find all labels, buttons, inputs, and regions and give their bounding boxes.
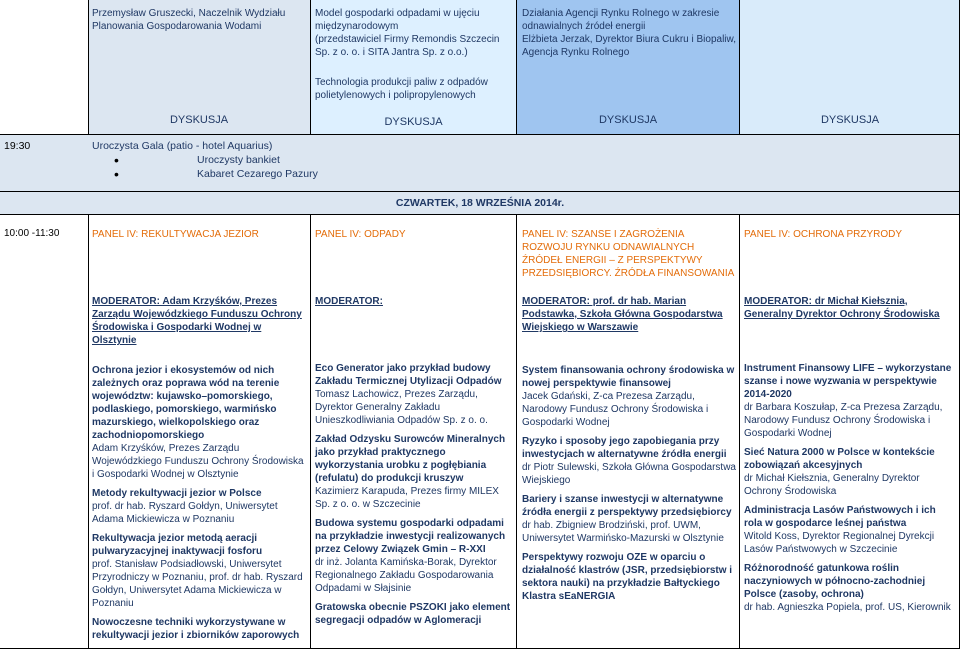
talk-title: Działania Agencji Rynku Rolnego w zakresie odnawialnych źródeł energii	[522, 8, 720, 32]
talk-speaker: Adam Krzyśków, Prezes Zarządu Wojewódzkiego Funduszu Ochrony Środowiska i Gospodarki Wodnej w Olsztynie	[92, 443, 304, 480]
grid-line	[0, 134, 960, 135]
talk-speaker: dr hab. Zbigniew Brodziński, prof. UWM, Uniwersytet Warmińsko-Mazurski w Olsztynie	[522, 520, 724, 544]
talk-speaker: dr hab. Agnieszka Popiela, prof. US, Kierownik	[744, 602, 951, 613]
talk	[744, 446, 956, 498]
talk-speaker: prof. Stanisław Podsiadłowski, Uniwersytet Przyrodniczy w Poznaniu, prof. dr hab. Ryszard Gołdyn, Uniwersytet Adama Mickiewicza w Poznaniu	[92, 559, 303, 609]
day-heading: CZWARTEK, 18 WRZEŚNIA 2014r.	[395, 197, 565, 209]
moderator-1: MODERATOR: Adam Krzyśków, Prezes Zarządu Wojewódzkiego Funduszu Ochrony Środowiska i Gospodarki Wodnej w Olsztynie	[92, 296, 302, 346]
panel-1	[92, 228, 306, 241]
panel-4	[744, 228, 956, 241]
line: międzynarodowym	[315, 21, 399, 32]
talk	[92, 616, 308, 642]
talk-title: Bariery i szanse inwestycji w alternatywne źródła energii z perspektywy przedsiębiorcy	[522, 494, 732, 518]
top-col2b-text: Technologia produkcji paliw z odpadów polietylenowych i polipropylenowych	[315, 77, 488, 101]
talk-speaker: Jacek Gdański, Z-ca Prezesa Zarządu, Narodowy Fundusz Ochrony Środowiska i Gospodarki Wodnej	[522, 391, 709, 428]
talk	[315, 601, 513, 627]
talks-col2	[315, 362, 513, 633]
top-col1-text: Przemysław Gruszecki, Naczelnik Wydziału Planowania Gospodarowania Wodami	[92, 8, 286, 32]
talk-title: Instrument Finansowy LIFE – wykorzystane szanse i nowe wyzwania w perspektywie 2014-2020	[744, 363, 952, 400]
talk	[744, 504, 956, 556]
top-col2-text	[315, 7, 513, 59]
panel-2	[315, 228, 513, 241]
talk	[522, 551, 736, 603]
panel-name: SZANSE I ZAGROŻENIA ROZWOJU RYNKU ODNAWIALNYCH ŹRÓDEŁ ENERGII – Z PERSPEKTYWY PRZEDSIĘBIORCY. ŹRÓDŁA FINANSOWANIA	[522, 229, 735, 279]
talk	[744, 362, 956, 440]
discussion-1: DYSKUSJA	[169, 114, 229, 126]
talk	[315, 517, 513, 595]
grid-line	[0, 648, 960, 649]
panel-name: REKULTYWACJA JEZIOR	[141, 229, 259, 240]
panel-prefix: PANEL IV:	[92, 229, 139, 240]
panel-prefix: PANEL IV:	[744, 229, 791, 240]
talk-speaker: Kazimierz Karapuda, Prezes firmy MILEX Sp. z o. o. w Szczecinie	[315, 486, 499, 510]
talk-speaker: dr Michał Kiełsznia, Generalny Dyrektor Ochrony Środowiska	[744, 473, 920, 497]
moderator-2: MODERATOR:	[315, 296, 383, 307]
talk-title: Różnorodność gatunkowa roślin naczyniowych w północno-zachodniej Polsce (zasoby, ochrona)	[744, 563, 926, 600]
talk-speaker: dr Barbara Koszułap, Z-ca Prezesa Zarządu, Narodowy Fundusz Ochrony Środowiska i Gospodarki Wodnej	[744, 402, 943, 439]
talk	[522, 364, 736, 429]
talk-title: Eco Generator jako przykład budowy Zakładu Termicznej Utylizacji Odpadów	[315, 363, 502, 387]
panel-name: ODPADY	[364, 229, 406, 240]
panel-3	[522, 228, 736, 280]
talk-title: Metody rekultywacji jezior w Polsce	[92, 488, 262, 499]
talk	[522, 435, 736, 487]
talk-speaker: prof. dr hab. Ryszard Gołdyn, Uniwersytet Adama Mickiewicza w Poznaniu	[92, 501, 278, 525]
list-item: • Uroczysty bankiet	[92, 153, 392, 167]
talk-title: Zakład Odzysku Surowców Mineralnych jako przykład praktycznego wykorzystania urobku z pogłębiania (refulatu) do produkcji kruszyw	[315, 434, 506, 484]
talks-col4	[744, 362, 956, 620]
talk-speaker: Tomasz Lachowicz, Prezes Zarządu, Dyrektor Generalny Zakładu Unieszkodliwiania Odpadów Sp. z o. o.	[315, 389, 488, 426]
discussion-4: DYSKUSJA	[820, 114, 880, 126]
session-time: 10:00 -11:30	[4, 228, 60, 239]
talk-title: Ochrona jezior i ekosystemów od nich zależnych oraz poprawa wód na terenie województw: kujawsko–pomorskiego, podlaskiego, pomorskiego, warmińsko mazurskiego, wielkopolskiego oraz zachodniopomorskiego	[92, 365, 280, 441]
list-item: • Kabaret Cezarego Pazury	[92, 167, 392, 181]
talk	[522, 493, 736, 545]
grid-line	[516, 214, 517, 648]
talk-speaker: Elżbieta Jerzak, Dyrektor Biura Cukru i Biopaliw, Agencja Rynku Rolnego	[522, 34, 736, 58]
talk-title: Rekultywacja jezior metodą aeracji pulwaryzacyjnej inaktywacji fosforu	[92, 533, 263, 557]
talk-title: System finansowania ochrony środowiska w nowej perspektywie finansowej	[522, 365, 735, 389]
talk-speaker: dr inż. Jolanta Kamińska-Borak, Dyrektor Regionalnego Zakładu Gospodarowania Odpadami w Słajsinie	[315, 557, 497, 594]
line: Model gospodarki odpadami w ujęciu	[315, 8, 480, 19]
discussion-3: DYSKUSJA	[598, 114, 658, 126]
talk-title: Administracja Lasów Państwowych i ich rola w gospodarce leśnej państwa	[744, 505, 936, 529]
line: (przedstawiciel Firmy Remondis Szczecin	[315, 34, 500, 45]
discussion-2: DYSKUSJA	[384, 116, 443, 128]
talks-col3	[522, 364, 736, 609]
talk-title: Ryzyko i sposoby jego zapobiegania przy inwestycjach w alternatywne źródła energii	[522, 436, 727, 460]
talk	[92, 487, 308, 526]
grid-line	[739, 214, 740, 648]
gala-items	[92, 153, 392, 181]
talk	[315, 362, 513, 427]
talk-speaker: Witold Koss, Dyrektor Regionalnej Dyrekcji Lasów Państwowych w Szczecinie	[744, 531, 935, 555]
talk-speaker: dr Piotr Sulewski, Szkoła Główna Gospodarstwa Wiejskiego	[522, 462, 736, 486]
top-col3-text	[522, 7, 736, 59]
line: Sp. z o. o. i SITA Jantra Sp. z o.o.)	[315, 47, 468, 58]
moderator-3: MODERATOR: prof. dr hab. Marian Podstawka, Szkoła Główna Gospodarstwa Wiejskiego w Warszawie	[522, 296, 723, 333]
talk	[744, 562, 956, 614]
talk-title: Sieć Natura 2000 w Polsce w kontekście zobowiązań akcesyjnych	[744, 447, 935, 471]
talk	[92, 532, 308, 610]
gala-title: Uroczysta Gala (patio - hotel Aquarius)	[92, 140, 273, 152]
talk-title: Budowa systemu gospodarki odpadami na przykładzie inwestycji realizowanych przez Celowy Związek Gmin – R-XXI	[315, 518, 506, 555]
talk-title: Nowoczesne techniki wykorzystywane w rekultywacji jezior i zbiorników zaporowych	[92, 617, 300, 641]
grid-line	[88, 214, 89, 648]
grid-line	[0, 214, 960, 215]
talk-title: Perspektywy rozwoju OZE w oparciu o działalność klastrów (JSR, przedsiębiorstw i sektora nauki) na przykładzie Bałtyckiego Klastra sEaNERGIA	[522, 552, 733, 602]
gala-time: 19:30	[4, 140, 31, 152]
talks-col1	[92, 364, 308, 648]
panel-prefix: PANEL IV:	[522, 229, 569, 240]
grid-line	[310, 214, 311, 648]
grid-line	[0, 191, 960, 192]
talk-title: Gratowska obecnie PSZOKI jako element segregacji odpadów w Aglomeracji	[315, 602, 511, 626]
grid-line	[310, 0, 311, 134]
talk	[315, 433, 513, 511]
talk	[92, 364, 308, 481]
panel-name: OCHRONA PRZYRODY	[793, 229, 903, 240]
moderator-4: MODERATOR: dr Michał Kiełsznia, Generalny Dyrektor Ochrony Środowiska	[744, 296, 940, 320]
panel-prefix: PANEL IV:	[315, 229, 362, 240]
